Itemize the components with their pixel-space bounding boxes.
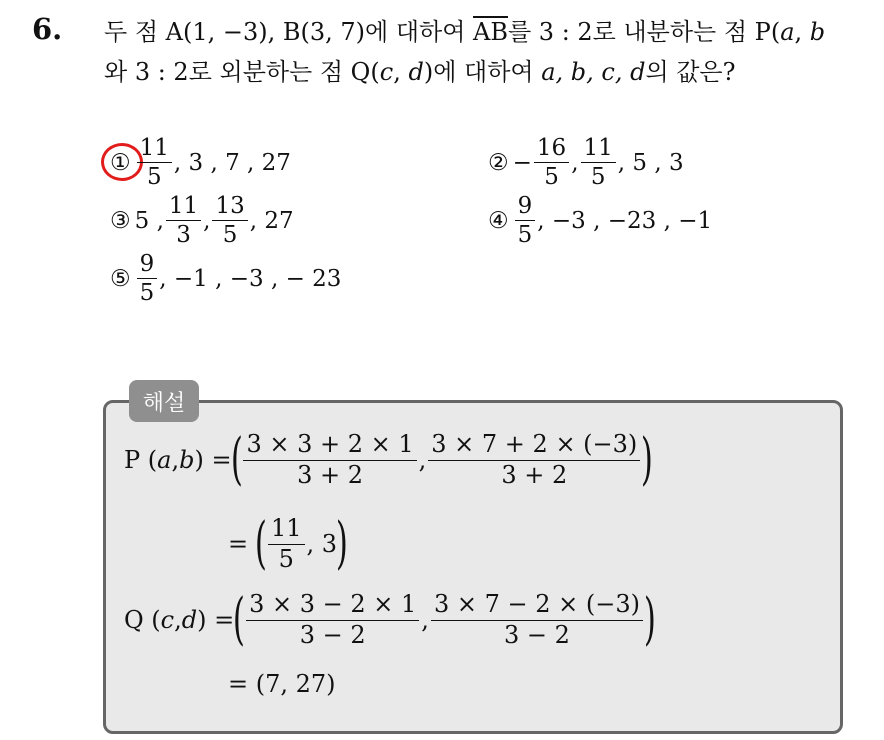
solution-tag: 해설 — [129, 380, 199, 422]
fraction: $\frac{3 \times 7 - 2 \times (-3)}{3 - 2}$ — [431, 592, 643, 647]
segment-ab: $\overline{AB}$ — [473, 18, 508, 46]
left-paren: ( — [230, 427, 243, 492]
p-result-tail: , 3 — [306, 530, 338, 558]
fraction: $\frac{11}{5}$ — [581, 136, 616, 189]
choice-rest: , −1 , −3 , − 23 — [159, 265, 342, 292]
left-paren: ( — [255, 511, 268, 576]
fraction: $\frac{3 \times 3 + 2 \times 1}{3 + 2}$ — [243, 432, 416, 487]
question-line-2-mid: )에 대하여 — [423, 58, 542, 86]
choice-number: ⑤ — [110, 265, 131, 292]
p-close: ) = — [194, 446, 232, 474]
question-line-1-mid: 를 3 : 2로 내분하는 점 P( — [507, 18, 781, 46]
fraction: $\frac{13}{5}$ — [212, 194, 247, 247]
choice-mid: , — [571, 149, 579, 176]
choice-mid: , — [203, 207, 211, 234]
question-line-1 — [104, 20, 825, 44]
comma: , — [421, 606, 429, 634]
choice-rest: , 3 , 7 , 27 — [173, 149, 291, 176]
var-b: b — [179, 446, 195, 474]
question-number: 6. — [32, 12, 63, 46]
choice-rest: , 27 — [249, 207, 294, 234]
q-result: = (7, 27) — [228, 670, 336, 698]
fraction: $\frac{16}{5}$ — [534, 136, 569, 189]
comma: , — [393, 58, 409, 86]
question-line-1-prefix: 두 점 A(1, −3), B(3, 7)에 대하여 — [104, 18, 474, 46]
var-a: a — [157, 446, 172, 474]
right-paren: ) — [641, 427, 654, 492]
fraction: $\frac{11}{5}$ — [268, 516, 305, 571]
right-paren: ) — [643, 587, 656, 652]
fraction: $\frac{9}{5}$ — [137, 252, 158, 305]
fraction: $\frac{9}{5}$ — [515, 194, 536, 247]
p-label: P ( — [124, 446, 158, 474]
equation-p-result — [228, 511, 348, 576]
var-list: a, b, c, d — [541, 58, 646, 86]
comma: , — [171, 446, 180, 474]
fraction: $\frac{3 \times 3 - 2 \times 1}{3 - 2}$ — [246, 592, 419, 647]
question-line-2-suffix: 의 값은? — [645, 58, 736, 86]
choice-1[interactable] — [110, 136, 291, 189]
var-d: d — [408, 58, 424, 86]
q-label: Q ( — [124, 606, 161, 634]
fraction: $\frac{11}{5}$ — [137, 136, 172, 189]
choice-pre: 5 , — [134, 207, 164, 234]
choice-number: ③ — [110, 207, 131, 234]
choice-number: ④ — [488, 207, 509, 234]
choice-rest: , −3 , −23 , −1 — [537, 207, 713, 234]
choice-number: ① — [110, 149, 131, 176]
equation-q — [124, 587, 656, 652]
left-paren: ( — [233, 587, 246, 652]
choice-5[interactable] — [110, 252, 341, 305]
question-line-2 — [104, 60, 736, 84]
comma: , — [174, 606, 182, 634]
var-d: d — [181, 606, 198, 634]
choice-rest: , 5 , 3 — [617, 149, 684, 176]
var-b: b — [809, 18, 826, 46]
choice-number: ② — [488, 149, 509, 176]
choice-pre: − — [512, 149, 532, 176]
comma: , — [794, 18, 810, 46]
choice-4[interactable] — [488, 194, 712, 247]
choice-3[interactable] — [110, 194, 294, 247]
var-c: c — [379, 58, 394, 86]
comma: , — [418, 446, 427, 474]
equals: = — [228, 530, 249, 558]
q-close: ) = — [197, 606, 235, 634]
equation-q-result — [228, 670, 336, 698]
var-c: c — [160, 606, 175, 634]
right-paren: ) — [335, 511, 348, 576]
question-line-2-prefix: 와 3 : 2로 외분하는 점 Q( — [104, 58, 380, 86]
var-a: a — [780, 18, 795, 46]
fraction: $\frac{11}{3}$ — [166, 194, 201, 247]
equation-p — [124, 427, 654, 492]
choice-2[interactable] — [488, 136, 684, 189]
fraction: $\frac{3 \times 7 + 2 \times (-3)}{3 + 2}$ — [428, 432, 640, 487]
